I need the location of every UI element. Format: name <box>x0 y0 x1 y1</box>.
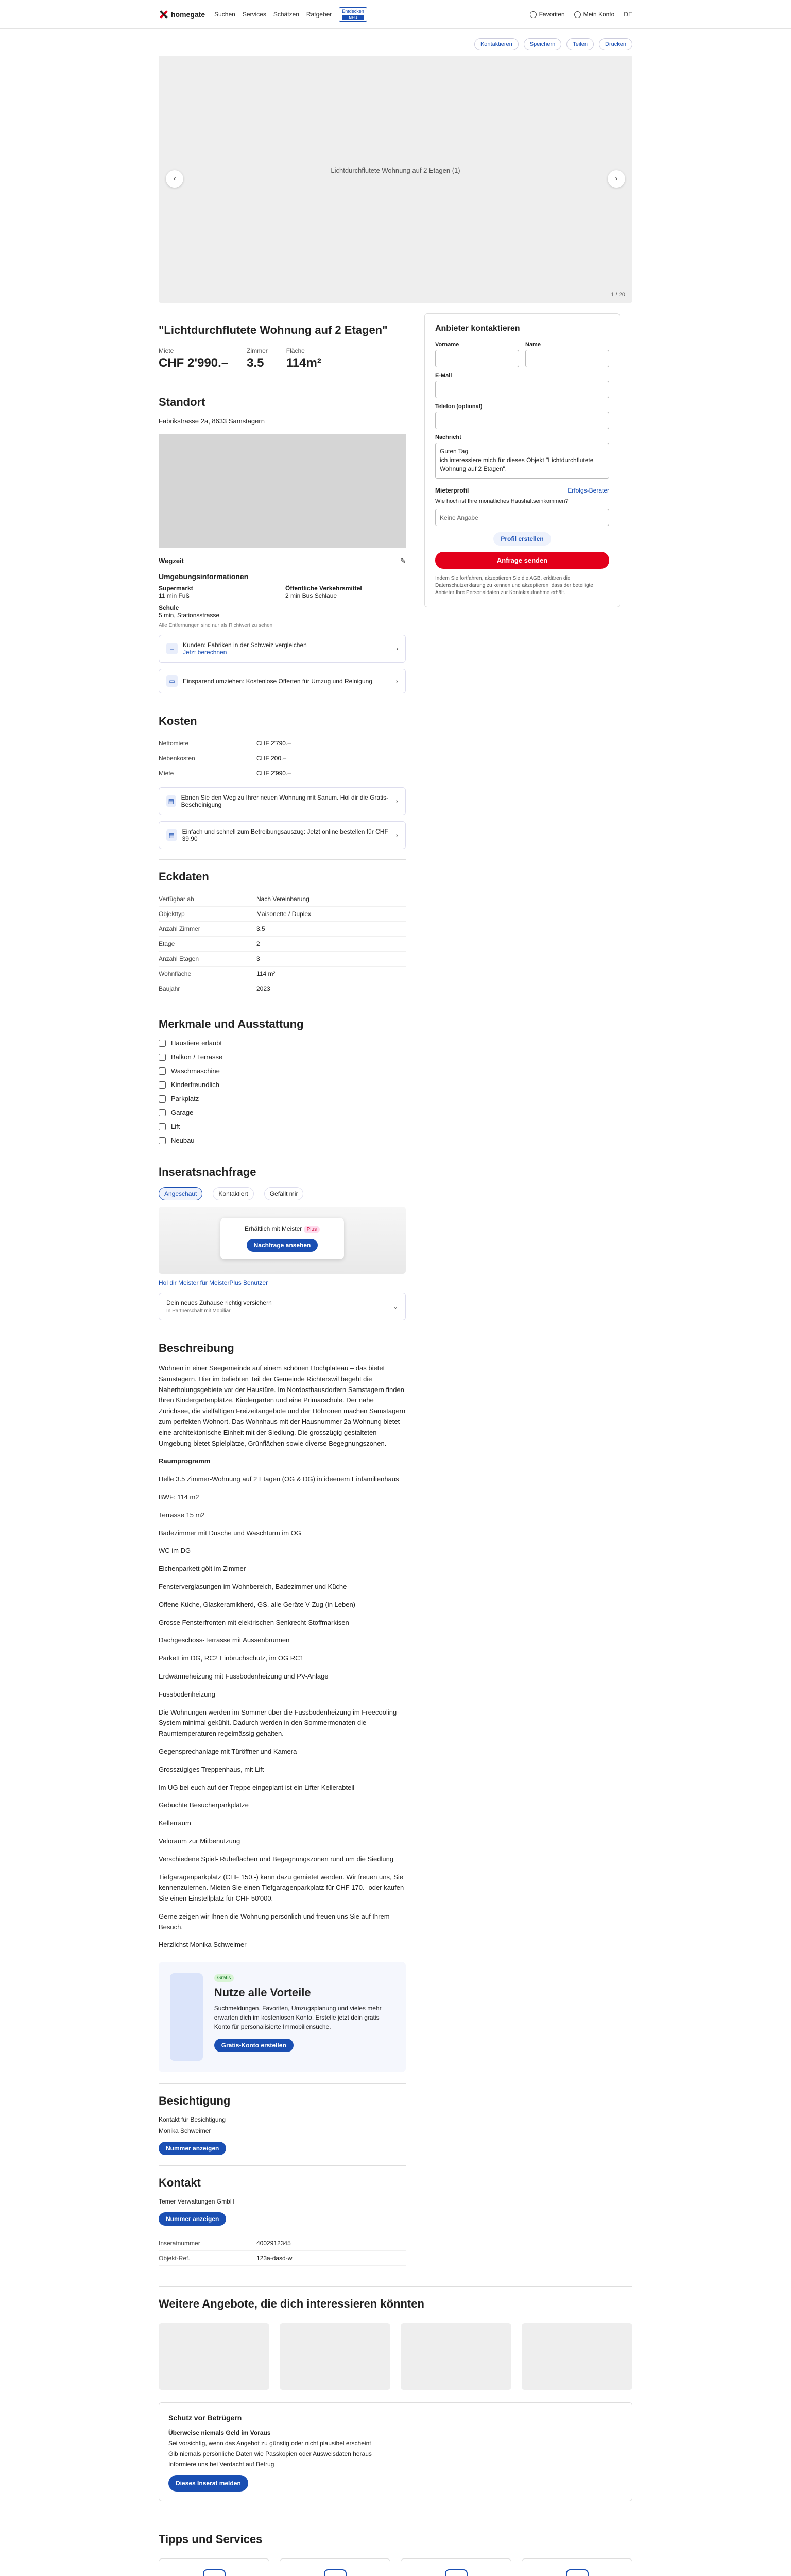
tab-contacted[interactable]: Kontaktiert <box>213 1187 253 1200</box>
tip-card[interactable] <box>159 2558 269 2576</box>
nav-guide[interactable]: Ratgeber <box>306 11 332 18</box>
table-row: Miete CHF 2'990.– <box>159 766 406 781</box>
offer-card[interactable] <box>159 2323 269 2390</box>
share-button[interactable]: Teilen <box>566 38 594 50</box>
truck-icon: ▭ <box>166 675 178 687</box>
offer-card[interactable] <box>522 2323 632 2390</box>
bank-icon <box>566 2569 589 2576</box>
contact-section: Kontakt Temer Verwaltungen GmbH Nummer anzeigen Inseratnummer 4002912345 Objekt-Ref. 123a-dasd-w <box>159 2165 406 2266</box>
pet-icon <box>159 1040 166 1047</box>
moving-box[interactable]: ▭ Einsparend umziehen: Kostenlose Offerten für Umzug und Reinigung › <box>159 669 406 693</box>
table-row: Nebenkosten CHF 200.– <box>159 751 406 766</box>
show-number-button[interactable]: Nummer anzeigen <box>159 2212 226 2226</box>
reference-table <box>159 2236 406 2266</box>
show-number-button[interactable]: Nummer anzeigen <box>159 2142 226 2155</box>
phone-field[interactable] <box>435 412 609 429</box>
chevron-down-icon: ⌄ <box>392 1303 398 1310</box>
create-account-button[interactable]: Gratis-Konto erstellen <box>214 2039 294 2052</box>
balcony-icon <box>159 1054 166 1061</box>
distance-note: Alle Entfernungen sind nur als Richtwert zu sehen <box>159 623 273 629</box>
nav-discover-badge[interactable]: Entdecken NEU <box>339 7 367 22</box>
nav-services[interactable]: Services <box>242 11 266 18</box>
heart-icon <box>530 11 537 18</box>
list-item: Garage <box>159 1109 406 1116</box>
nav-right <box>530 11 632 18</box>
document-icon <box>324 2569 347 2576</box>
certificate-box[interactable]: ▤ Ebnen Sie den Weg zu Ihrer neuen Wohnung mit Sanum. Hol dir die Gratis-Bescheinigung › <box>159 787 406 815</box>
account-link[interactable]: Mein Konto <box>574 11 615 18</box>
email-field[interactable] <box>435 381 609 398</box>
report-listing-button[interactable]: Dieses Inserat melden <box>168 2475 248 2492</box>
save-button[interactable]: Speichern <box>524 38 562 50</box>
list-item: Neubau <box>159 1137 406 1144</box>
list-item: Balkon / Terrasse <box>159 1053 406 1061</box>
account-promo: Gratis Nutze alle Vorteile Suchmeldungen, Favoriten, Umzugsplanung und vieles mehr erwarten dich im kostenlosen Konto. Erstelle jetzt dein gratis Konto für personalisierte Immobiliensuche. Gratis-Konto erstellen <box>159 1962 406 2072</box>
location-section: Standort Fabrikstrasse 2a, 8633 Samstagern Wegzeit ✎ Umgebungsinformationen Supermarkt 11 min Fuß Öffentliche Verkehrsmittel 2 min Bus Schlaue Schule 5 min, Stationsstrasse Alle Entfernungen sind nur als Richtwert zu sehen ⌗ Kunden: Fabriken in der Schweiz vergleichen Jetzt berechnen › ▭ Einsparend umziehen: Kostenlose Offerten für Umzug und Reinigung › <box>159 385 406 693</box>
fraud-warning: Schutz vor Betrügern Überweise niemals Geld im Voraus Sei vorsichtig, wenn das Angebot zu günstig oder nicht plausibel erscheint Gib niemals persönliche Daten wie Passkopien oder Ausweisdaten heraus Informiere uns bei Verdacht auf Betrug Dieses Inserat melden <box>159 2402 632 2501</box>
rooms-value: 3.5 <box>247 356 264 370</box>
compare-box[interactable]: ⌗ Kunden: Fabriken in der Schweiz vergleichen Jetzt berechnen › <box>159 635 406 663</box>
user-icon <box>574 11 581 18</box>
garage-icon <box>159 1109 166 1116</box>
tab-liked[interactable]: Gefällt mir <box>264 1187 304 1200</box>
income-select[interactable]: Keine Angabe <box>435 509 609 526</box>
area-value: 114m² <box>286 356 321 370</box>
list-item: Lift <box>159 1123 406 1130</box>
table-row: Etage 2 <box>159 937 406 952</box>
tab-viewed[interactable]: Angeschaut <box>159 1187 202 1200</box>
details-table <box>159 892 406 996</box>
gallery-counter: 1 / 20 <box>611 292 625 298</box>
submit-request-button[interactable]: Anfrage senden <box>435 552 609 569</box>
chevron-left-icon[interactable]: ‹ <box>166 170 183 188</box>
meister-link[interactable]: Hol dir Meister für MeisterPlus Benutzer <box>159 1279 268 1286</box>
similar-offers: Weitere Angebote, die dich interessieren könnten <box>159 2286 632 2390</box>
moving-icon <box>203 2569 226 2576</box>
contact-form: Anbieter kontaktieren Vorname Name E-Mail Telefon (optional) Nachricht Guten Tag ich interessiere mich für dieses Objekt "Lichtdurchflutete Wohnung auf 2 Etagen". Mieterprofil Erfolgs-Berater Wie hoch ist Ihre monatliches Haushaltseinkommen? Keine Angabe Profil erstellen Anfrage senden Indem Sie fortfahren, akzeptieren Sie die AGB, erklären die Datenschutzerklärung zu kennen und akzeptieren, dass der beteiligte Anbieter Ihre Personaldaten zur Kontaktaufnahme erhält. <box>424 313 620 607</box>
table-row: Verfügbar ab Nach Vereinbarung <box>159 892 406 907</box>
surroundings-heading: Umgebungsinformationen <box>159 572 249 581</box>
tips-section: Tipps und Services <box>159 2522 632 2576</box>
costs-section: Kosten Nettomiete CHF 2'790.– Nebenkosten CHF 200.– Miete CHF 2'990.– ▤ Ebnen Sie den Weg zu Ihrer neuen Wohnung mit Sanum. Hol dir die Gratis-Bescheinigung › ▤ Einfach und schnell zum Betreibungsauszug: Jetzt online bestellen für CHF 39.90 › <box>159 704 406 849</box>
message-field[interactable]: Guten Tag ich interessiere mich für dieses Objekt "Lichtdurchflutete Wohnung auf 2 Etagen". <box>435 443 609 479</box>
key-facts: Miete CHF 2'990.– Zimmer 3.5 Fläche 114m² <box>159 347 321 370</box>
legal-notice: Indem Sie fortfahren, akzeptieren Sie die AGB, erklären die Datenschutzerklärung zu kennen und akzeptieren, dass der beteiligte Anbieter Ihre Personaldaten zur Kontaktaufnahme erhält. <box>435 575 593 596</box>
child-icon <box>159 1081 166 1089</box>
costs-table <box>159 736 406 781</box>
offer-card[interactable] <box>401 2323 511 2390</box>
parking-icon <box>159 1095 166 1103</box>
table-row: Baujahr 2023 <box>159 981 406 996</box>
rent-value: CHF 2'990.– <box>159 356 229 370</box>
description-section: Beschreibung Wohnen in einer Seegemeinde auf einem schönen Hochplateau – das bietet Samstagern. Hier im beliebten Teil der Gemeinde Richterswil begeht die Naherholungsgebiete vor der Haustüre. Im Nordosthausdorfern Samstagern finden Ihren Kindergartenplätze, Kindergarten und eine Primarschule. Der nahe Zürichsee, die vielfältigen Freizeitangebote und der Höhronen machen Samstagern zum perfekten Wohnort. Das Wohnhaus mit der Hausnummer 2a Wohnung bietet eine architektonische Einheit mit der Siedlung. Die grosszügig gestalteten Umgebung bietet Spielplätze, Grünflächen sowie diverse Begegnungszonen. Raumprogramm Helle 3.5 Zimmer-Wohnung auf 2 Etagen (OG & DG) in ideenem Einfamilienhaus BWF: 114 m2 Terrasse 15 m2 Badezimmer mit Dusche und Waschturm im OG WC im DG Eichenparkett gölt im Zimmer Fensterverglasungen im Wohnbereich, Badezimmer und Küche Offene Küche, Glaskeramikherd, GS, alle Geräte V-Zug (in Leben) Grosse Fensterfronten mit elektrischen Senkrecht-Stoffmarkisen Dachgeschoss-Terrasse mit Aussenbrunnen Parkett im DG, RC2 Einbruchschutz, im OG RC1 Erdwärmeheizung mit Fussbodenheizung und PV-Anlage Fussbodenheizung Die Wohnungen werden im Sommer über die Fussbodenheizung im Freecooling-System minimal gekühlt. Dadurch werden in den Sommermonaten die Raumtemperaturen regelmässig gehalten. Gegensprechanlage mit Türöffner und Kamera Grosszügiges Treppenhaus, mit Lift Im UG bei euch auf der Treppe eingeplant ist ein Lifter Kellerabteil Gebuchte Besucherparkplätze Kellerraum Veloraum zur Mitbenutzung Verschiedene Spiel- Ruheflächen und Begegnungszonen rund um die Siedlung Tiefgaragenparkplatz (CHF 150.-) kann dazu gemietet werden. Wir freuen uns, Sie kennenzulernen. Mieten Sie einen Tiefgaragenparkplatz für CHF 170.- oder kaufen Sie einen Einstellplatz für CHF 50'000. Gerne zeigen wir Ihnen die Wohnung persönlich und freuen uns Sie auf Ihrem Besuch. Herzlichst Monika Schweimer <box>159 1331 406 1951</box>
shield-icon <box>445 2569 468 2576</box>
advisor-link[interactable]: Erfolgs-Berater <box>568 487 609 494</box>
main-nav <box>214 11 332 18</box>
nav-search[interactable]: Suchen <box>214 11 235 18</box>
first-name-field[interactable] <box>435 350 519 367</box>
map[interactable] <box>159 434 406 548</box>
address: Fabrikstrasse 2a, 8633 Samstagern <box>159 417 265 425</box>
washer-icon <box>159 1067 166 1075</box>
features-section: Merkmale und Ausstattung Haustiere erlaubt Balkon / Terrasse Waschmaschine Kinderfreundlich Parkplatz Garage Lift Neubau <box>159 1007 406 1144</box>
table-row: Nettomiete CHF 2'790.– <box>159 736 406 751</box>
language-switch[interactable]: DE <box>624 11 632 18</box>
upsell-card: Erhältlich mit Meister Plus Nachfrage ansehen <box>220 1218 344 1259</box>
list-item: Haustiere erlaubt <box>159 1039 406 1047</box>
demand-section: Inseratsnachfrage Angeschaut Kontaktiert Gefällt mir Erhältlich mit Meister Plus Nachfrage ansehen Hol dir Meister für MeisterPlus Benutzer Dein neues Zuhause richtig versichern In Partnerschaft mit Mobiliar ⌄ <box>159 1155 406 1320</box>
listing-title: "Lichtdurchflutete Wohnung auf 2 Etagen" <box>159 324 388 336</box>
table-row: Inseratnummer 4002912345 <box>159 2236 406 2251</box>
image-gallery[interactable] <box>159 56 632 303</box>
nav-estimate[interactable]: Schätzen <box>273 11 299 18</box>
view-demand-button[interactable]: Nachfrage ansehen <box>247 1239 318 1252</box>
chevron-right-icon: › <box>396 677 398 685</box>
favorites-link[interactable]: Favoriten <box>530 11 565 18</box>
create-profile-button[interactable]: Profil erstellen <box>493 532 551 546</box>
table-row: Objekttyp Maisonette / Duplex <box>159 907 406 922</box>
last-name-field[interactable] <box>525 350 609 367</box>
demand-tabs <box>159 1187 406 1200</box>
chevron-right-icon: › <box>396 645 398 652</box>
new-building-icon <box>159 1137 166 1144</box>
list-item: Waschmaschine <box>159 1067 406 1075</box>
chevron-right-icon[interactable]: › <box>608 170 625 188</box>
offer-card[interactable] <box>280 2323 390 2390</box>
tip-card[interactable] <box>280 2558 390 2576</box>
table-row: Anzahl Zimmer 3.5 <box>159 922 406 937</box>
commute-label: Wegzeit <box>159 557 184 565</box>
table-row: Wohnfläche 114 m² <box>159 967 406 981</box>
viewing-section: Besichtigung Kontakt für Besichtigung Monika Schweimer Nummer anzeigen <box>159 2083 406 2155</box>
demand-chart-locked <box>159 1207 406 1274</box>
edit-icon[interactable]: ✎ <box>400 557 406 565</box>
contact-button[interactable]: Kontaktieren <box>474 38 519 50</box>
gallery-image-alt: Lichtdurchflutete Wohnung auf 2 Etagen (1) <box>331 166 460 174</box>
promo-illustration <box>170 1973 203 2061</box>
top-navigation <box>0 0 791 29</box>
lift-icon <box>159 1123 166 1130</box>
list-item: Parkplatz <box>159 1095 406 1103</box>
document-icon: ▤ <box>166 795 176 807</box>
homegate-logo[interactable]: homegate <box>159 10 205 19</box>
calculator-icon: ⌗ <box>166 643 178 654</box>
insurance-accordion[interactable]: Dein neues Zuhause richtig versichern In Partnerschaft mit Mobiliar ⌄ <box>159 1293 406 1320</box>
table-row: Objekt-Ref. 123a-dasd-w <box>159 2251 406 2266</box>
debt-extract-box[interactable]: ▤ Einfach und schnell zum Betreibungsauszug: Jetzt online bestellen für CHF 39.90 › <box>159 821 406 849</box>
list-item: Kinderfreundlich <box>159 1081 406 1089</box>
tip-card[interactable] <box>522 2558 632 2576</box>
document-icon: ▤ <box>166 829 177 841</box>
details-section: Eckdaten Verfügbar ab Nach Vereinbarung Objekttyp Maisonette / Duplex Anzahl Zimmer 3.5 Etage 2 Anzahl Etagen 3 Wohnfläche 114 m² Baujahr 2023 <box>159 859 406 996</box>
print-button[interactable]: Drucken <box>599 38 632 50</box>
table-row: Anzahl Etagen 3 <box>159 952 406 967</box>
listing-actions <box>159 29 632 56</box>
tip-card[interactable] <box>401 2558 511 2576</box>
logo-icon <box>159 10 168 19</box>
